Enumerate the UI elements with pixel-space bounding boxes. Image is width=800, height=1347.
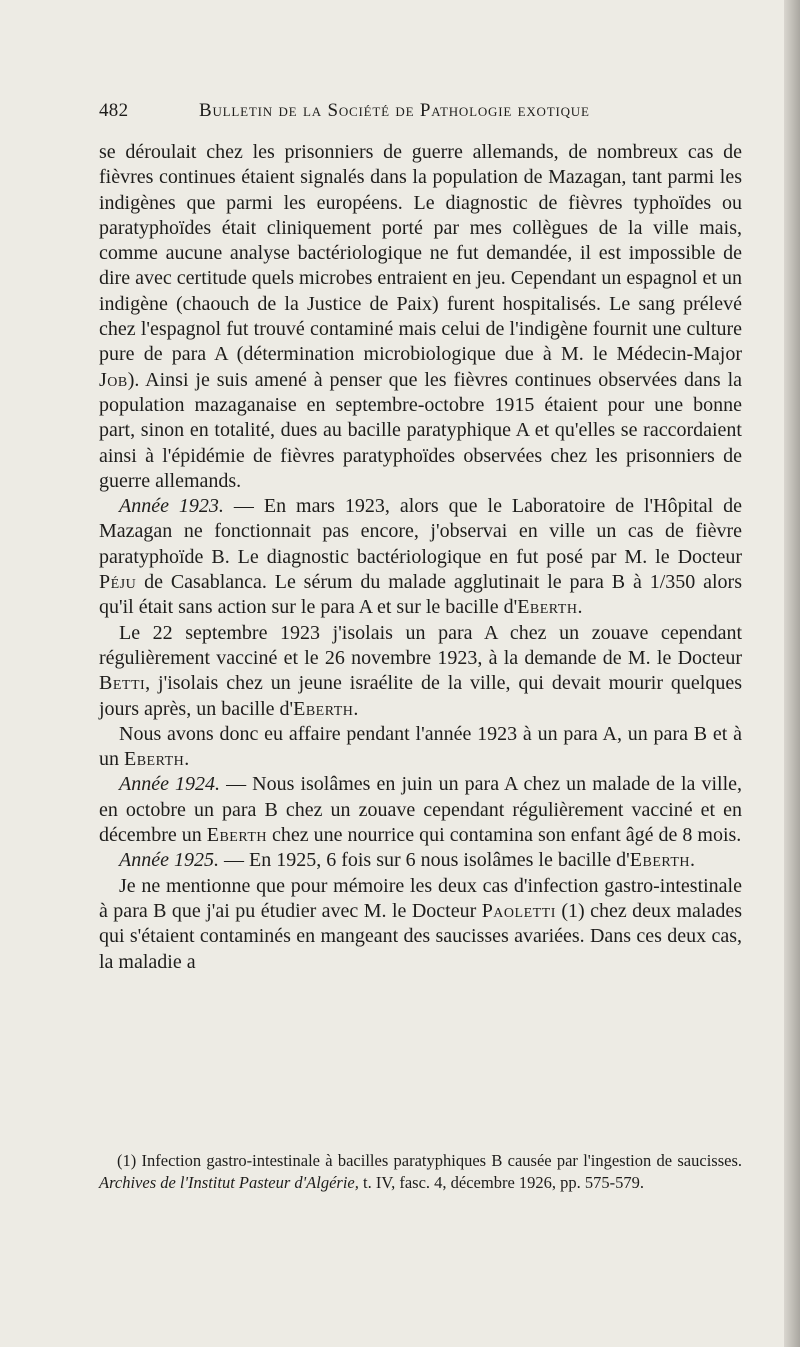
author-name: Betti [99,672,146,695]
paragraph: Année 1924. — Nous isolâmes en juin un para A chez un malade de la ville, en octobre un para B chez un zouave cependant régulièrement vacciné et en décembre un Eberth chez une nourrice qui contamina son enfant âgé de 8 mois. [99,773,742,847]
page-edge [784,0,800,1347]
journal-title: Archives de l'Institut Pasteur d'Algérie, [99,1173,359,1192]
author-name: Eberth [517,596,578,619]
author-name: Eberth [206,824,267,847]
page-number: 482 [99,100,129,121]
author-name: Eberth [629,849,691,872]
paragraph: Année 1923. — En mars 1923, alors que le Laboratoire de l'Hôpital de Mazagan ne fonctionnait pas encore, j'observai en ville un cas de fièvre paratyphoïde B. Le diagnostic bactériologique en fut posé par M. le Docteur Péju de Casablanca. Le sérum du malade agglutinait le para B à 1/350 alors qu'il était sans action sur le para A et sur le bacille d'Eberth. [99,495,742,619]
footnote: (1) Infection gastro-intestinale à bacilles paratyphiques B causée par l'ingestion de saucisses. Archives de l'Institut Pasteur d'Algérie, t. IV, fasc. 4, décembre 1926, pp. 575-579. [99,1151,742,1192]
year-heading: Année 1925. [119,849,219,872]
body-text [99,140,742,975]
paragraph: Je ne mentionne que pour mémoire les deux cas d'infection gastro-intestinale à para B que j'ai pu étudier avec M. le Docteur Paoletti (1) chez deux malades qui s'étaient contaminés en mangeant des saucisses avariées. Dans ces deux cas, la maladie a [99,874,743,973]
author-name: Eberth [124,748,185,771]
author-name: Job [99,368,128,391]
author-name: Paoletti [481,899,556,922]
year-heading: Année 1923. [119,495,224,518]
author-name: Eberth [293,697,354,720]
running-head: Bulletin de la Société de Pathologie exotique [199,100,590,121]
paragraph: se déroulait chez les prisonniers de guerre allemands, de nombreux cas de fièvres continues étaient signalés dans la population de Mazagan, tant parmi les indigènes que parmi les européens. Le diagnostic de fièvres typhoïdes ou paratyphoïdes était cliniquement porté par mes collègues de la ville mais, comme aucune analyse bactériologique ne fut demandée, il est impossible de dire avec certitude quels microbes entraient en jeu. Cependant un espagnol et un indigène (chaouch de la Justice de Paix) furent hospitalisés. Le sang prélevé chez l'espagnol fut trouvé contaminé mais celui de l'indigène fournit une culture pure de para A (détermination microbiologique due à M. le Médecin-Major Job). Ainsi je suis amené à penser que les fièvres continues observées dans la population mazaganaise en septembre-octobre 1915 étaient pour une bonne part, sinon en totalité, dues au bacille paratyphique A et qu'elles se raccordaient ainsi à l'épidémie de fièvres paratyphoïdes observées chez les prisonniers de guerre allemands. [99,141,742,492]
year-heading: Année 1924. [119,773,221,796]
author-name: Péju [99,571,137,594]
paragraph: Année 1925. — En 1925, 6 fois sur 6 nous isolâmes le bacille d'Eberth. [119,849,696,872]
paragraph: Nous avons donc eu affaire pendant l'année 1923 à un para A, un para B et à un Eberth. [99,722,742,771]
paragraph: Le 22 septembre 1923 j'isolais un para A chez un zouave cependant régulièrement vacciné et le 26 novembre 1923, à la demande de M. le Docteur Betti, j'isolais chez un jeune israélite de la ville, qui devait mourir quelques jours après, un bacille d'Eberth. [99,621,742,720]
page-header [99,100,744,126]
